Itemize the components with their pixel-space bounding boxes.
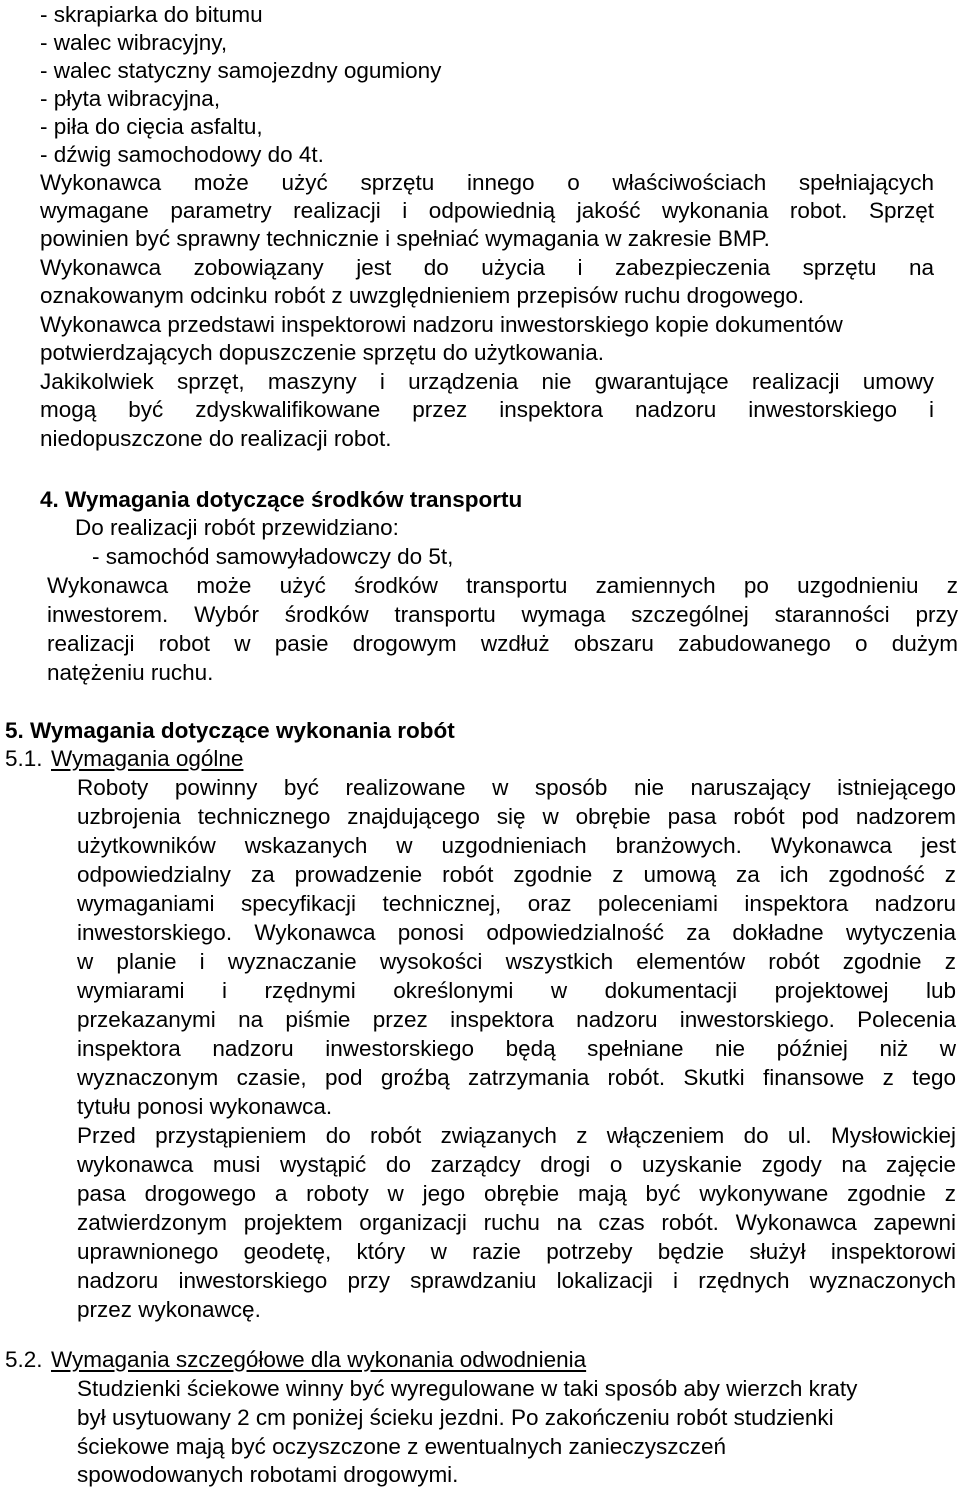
- paragraph-line: natężeniu ruchu.: [47, 660, 214, 685]
- paragraph-line: nadzoru inwestorskiego przy sprawdzaniu lokalizacji i rzędnych wyznaczonych: [77, 1268, 956, 1293]
- paragraph-line: Wykonawca przedstawi inspektorowi nadzoru inwestorskiego kopie dokumentów: [40, 312, 843, 337]
- paragraph-line: inwestorem. Wybór środków transportu wymaga szczególnej staranności przy: [47, 602, 958, 627]
- paragraph-line: tytułu ponosi wykonawca.: [77, 1094, 333, 1119]
- paragraph-line: uzbrojenia technicznego znajdującego się w obrębie pasa robót pod nadzorem: [77, 804, 956, 829]
- paragraph-line: użytkowników wskazanych w uzgodnieniach branżowych. Wykonawca jest: [77, 833, 956, 858]
- subsection-heading: [5, 744, 243, 773]
- paragraph-line: realizacji robot w pasie drogowym wzdłuż obszaru zabudowanego o dużym: [47, 631, 958, 656]
- paragraph-line: spowodowanych robotami drogowymi.: [77, 1462, 459, 1487]
- subsection-number: 5.1.: [5, 746, 43, 771]
- subsection-number: 5.2.: [5, 1347, 43, 1372]
- paragraph-line: niedopuszczone do realizacji robot.: [40, 426, 392, 451]
- paragraph-line: Wykonawca może użyć sprzętu innego o właściwościach spełniających: [40, 170, 934, 195]
- equipment-item: - skrapiarka do bitumu: [40, 2, 263, 27]
- section-intro: Do realizacji robót przewidziano:: [75, 515, 399, 540]
- paragraph-line: pasa drogowego a roboty w jego obrębie mają być wykonywane zgodnie z: [77, 1181, 956, 1206]
- paragraph-line: Jakikolwiek sprzęt, maszyny i urządzenia nie gwarantujące realizacji umowy: [40, 369, 934, 394]
- equipment-item: - płyta wibracyjna,: [40, 86, 221, 111]
- paragraph-line: w planie i wyznaczanie wysokości wszystkich elementów robót zgodnie z: [77, 949, 956, 974]
- paragraph-line: inwestorskiego. Wykonawca ponosi odpowiedzialność za dokładne wytyczenia: [77, 920, 956, 945]
- paragraph-line: ściekowe mają być oczyszczone z ewentualnych zanieczyszczeń: [77, 1434, 727, 1459]
- paragraph-line: wykonawca musi wystąpić do zarządcy drogi o uzyskanie zgody na zajęcie: [77, 1152, 956, 1177]
- paragraph-line: przez wykonawcę.: [77, 1297, 261, 1322]
- paragraph-line: Wykonawca może użyć środków transportu zamiennych po uzgodnieniu z: [47, 573, 958, 598]
- subsection-title: Wymagania ogólne: [51, 746, 244, 771]
- paragraph-line: potwierdzających dopuszczenie sprzętu do użytkowania.: [40, 340, 605, 365]
- section-heading: 4. Wymagania dotyczące środków transportu: [40, 487, 523, 512]
- transport-item: - samochód samowyładowczy do 5t,: [92, 544, 454, 569]
- equipment-item: - walec wibracyjny,: [40, 30, 228, 55]
- paragraph-line: Roboty powinny być realizowane w sposób nie naruszający istniejącego: [77, 775, 956, 800]
- paragraph-line: oznakowanym odcinku robót z uwzględnieniem przepisów ruchu drogowego.: [40, 283, 805, 308]
- paragraph-line: inspektora nadzoru inwestorskiego będą spełniane nie później niż w: [77, 1036, 956, 1061]
- paragraph-line: wymiarami i rzędnymi określonymi w dokumentacji projektowej lub: [77, 978, 956, 1003]
- paragraph-line: uprawnionego geodetę, który w razie potrzeby będzie służył inspektorowi: [77, 1239, 956, 1264]
- equipment-item: - piła do cięcia asfaltu,: [40, 114, 263, 139]
- paragraph-line: wymagane parametry realizacji i odpowiednią jakość wykonania robot. Sprzęt: [40, 198, 934, 223]
- paragraph-line: Wykonawca zobowiązany jest do użycia i zabezpieczenia sprzętu na: [40, 255, 934, 280]
- paragraph-line: wyznaczonym czasie, pod groźbą zatrzymania robót. Skutki finansowe z tego: [77, 1065, 956, 1090]
- section-heading: 5. Wymagania dotyczące wykonania robót: [5, 718, 455, 743]
- paragraph-line: powinien być sprawny technicznie i spełniać wymagania w zakresie BMP.: [40, 226, 770, 251]
- subsection-heading: [5, 1345, 586, 1374]
- equipment-item: - walec statyczny samojezdny ogumiony: [40, 58, 442, 83]
- paragraph-line: Studzienki ściekowe winny być wyregulowane w taki sposób aby wierzch kraty: [77, 1376, 858, 1401]
- paragraph-line: odpowiedzialny za prowadzenie robót zgodnie z umową za ich zgodność z: [77, 862, 956, 887]
- paragraph-line: był usytuowany 2 cm poniżej ścieku jezdni. Po zakończeniu robót studzienki: [77, 1405, 834, 1430]
- paragraph-line: wymaganiami specyfikacji technicznej, oraz poleceniami inspektora nadzoru: [77, 891, 956, 916]
- paragraph-line: mogą być zdyskwalifikowane przez inspektora nadzoru inwestorskiego i: [40, 397, 934, 422]
- paragraph-line: zatwierdzonym projektem organizacji ruchu na czas robót. Wykonawca zapewni: [77, 1210, 956, 1235]
- paragraph-line: przekazanymi na piśmie przez inspektora nadzoru inwestorskiego. Polecenia: [77, 1007, 956, 1032]
- paragraph-line: Przed przystąpieniem do robót związanych z włączeniem do ul. Mysłowickiej: [77, 1123, 956, 1148]
- equipment-item: - dźwig samochodowy do 4t.: [40, 142, 324, 167]
- subsection-title: Wymagania szczegółowe dla wykonania odwodnienia: [51, 1347, 587, 1372]
